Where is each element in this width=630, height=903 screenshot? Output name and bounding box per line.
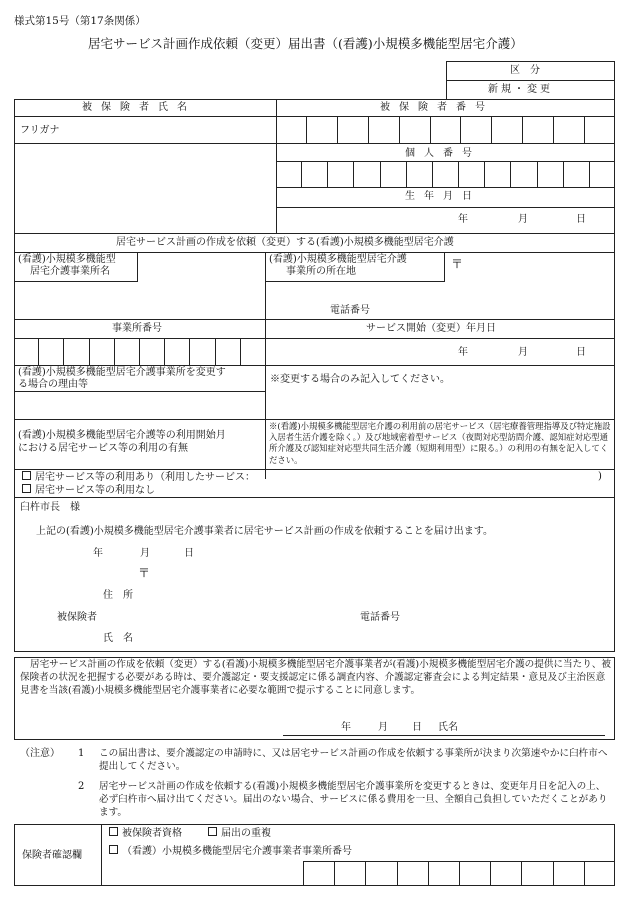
birth-year-unit: 年 xyxy=(458,214,468,225)
insured-number-cells[interactable] xyxy=(276,116,615,143)
birth-month-unit: 月 xyxy=(518,214,528,225)
declaration-statement: 上記の(看護)小規模多機能型居宅介護事業者に居宅サービス計画の作成を依頼することを届け出ます。 xyxy=(36,526,494,537)
declaration-postal-mark: 〒 xyxy=(138,566,151,580)
insurer-opt-office-number[interactable] xyxy=(109,845,352,858)
usage-yes-option[interactable] xyxy=(22,471,255,484)
birthdate-field[interactable] xyxy=(277,208,614,233)
change-reason-note: ※変更する場合のみ記入してください。 xyxy=(270,374,450,385)
postal-mark: 〒 xyxy=(451,257,464,271)
usage-label-2: における居宅サービス等の利用の有無 xyxy=(18,443,188,454)
insured-name-field[interactable] xyxy=(18,147,272,231)
usage-yes-label: 居宅サービス等の利用あり（利用したサービス： xyxy=(35,472,255,483)
duplicate-label: 届出の重複 xyxy=(221,828,271,839)
provider-section-title: 居宅サービス計画の作成を依頼（変更）する(看護)小規模多機能型居宅介護 xyxy=(116,237,454,248)
insurer-opt-duplicate[interactable] xyxy=(208,827,271,840)
qualification-label: 被保険者資格 xyxy=(122,828,182,839)
page-title: 居宅サービス計画作成依頼（変更）届出書（(看護)小規模多機能型居宅介護） xyxy=(88,36,523,51)
declaration-name-field[interactable] xyxy=(150,628,590,648)
office-name-field[interactable] xyxy=(140,254,262,318)
insured-name-label: 被保険者氏名 xyxy=(82,102,196,113)
consent-text: 居宅サービス計画の作成を依頼（変更）する(看護)小規模多機能型居宅介護事業者が(看護)小規模多機能型居宅介護の提供に当たり、被保険者の状況を把握する必要がある時は、要介護認定・要支援認定に係る調査内容、介護認定審査会による判定結果・意見及び主治医意見書を当該(看護)小規模多機能型居宅介護事業者に必要な範囲で提示することに同意します。 xyxy=(20,659,612,696)
declaration-year-unit: 年 xyxy=(93,548,103,559)
declaration-phone-label: 電話番号 xyxy=(360,612,400,623)
change-reason-label-1: (看護)小規模多機能型居宅介護事業所を変更す xyxy=(18,367,226,378)
declaration-month-unit: 月 xyxy=(140,548,150,559)
usage-no-label: 居宅サービス等の利用なし xyxy=(35,485,155,496)
insured-number-label: 被保険者番号 xyxy=(380,102,494,113)
office-number-checkbox[interactable] xyxy=(109,845,118,854)
office-address-field[interactable] xyxy=(466,254,612,298)
consent-year-unit: 年 xyxy=(341,722,351,733)
office-name-label-2: 居宅介護事業所名 xyxy=(30,266,110,277)
office-number-label: 事業所番号 xyxy=(112,323,162,334)
duplicate-checkbox[interactable] xyxy=(208,827,217,836)
note-2-number: 2 xyxy=(78,781,85,792)
office-address-label-2: 事業所の所在地 xyxy=(286,266,356,277)
insurer-check-label: 保険者確認欄 xyxy=(22,850,82,861)
change-reason-label-2: る場合の理由等 xyxy=(18,379,88,390)
consent-signature-line[interactable] xyxy=(283,735,605,736)
birth-day-unit: 日 xyxy=(576,214,586,225)
office-number-cells[interactable] xyxy=(14,338,265,365)
usage-yes-close: ) xyxy=(598,471,602,482)
office-phone-label: 電話番号 xyxy=(330,305,370,316)
office-number-option-label: （看護）小規模多機能型居宅介護事業者事業所番号 xyxy=(122,846,352,857)
personal-number-cells[interactable] xyxy=(276,161,615,187)
personal-number-label: 個人番号 xyxy=(405,148,481,159)
classification-value[interactable]: 新規・変更 xyxy=(488,84,553,95)
qualification-checkbox[interactable] xyxy=(109,827,118,836)
consent-name-label: 氏名 xyxy=(438,722,458,733)
form-number: 様式第15号（第17条関係） xyxy=(14,15,146,27)
usage-yes-checkbox[interactable] xyxy=(22,471,31,480)
consent-day-unit: 日 xyxy=(412,722,422,733)
office-address-label-1: (看護)小規模多機能型居宅介護 xyxy=(269,254,407,265)
consent-month-unit: 月 xyxy=(378,722,388,733)
declaration-address-field[interactable] xyxy=(150,566,590,606)
change-reason-field[interactable] xyxy=(18,393,262,417)
insurer-office-number-cells[interactable] xyxy=(303,861,615,886)
furigana-label: フリガナ xyxy=(20,125,60,136)
declaration-name-label: 氏 名 xyxy=(103,633,133,644)
addressee: 臼杵市長 様 xyxy=(20,502,80,513)
start-year-unit: 年 xyxy=(458,347,468,358)
note-2-text: 居宅サービス計画の作成を依頼する(看護)小規模多機能型居宅介護事業所を変更するときは、変更年月日を記入の上、必ず臼杵市へ届け出てください。届出のない場合、サービスに係る費用を一旦、全額自己負担していただくことがあります。 xyxy=(99,781,608,818)
note-1-text: この届出書は、要介護認定の申請時に、又は居宅サービス計画の作成を依頼する事業所が決まり次第速やかに臼杵市へ提出してください。 xyxy=(99,748,608,772)
service-start-field[interactable] xyxy=(266,339,614,364)
insured-label: 被保険者 xyxy=(57,612,97,623)
birthdate-label: 生年月日 xyxy=(405,191,481,202)
notes-label: （注意） xyxy=(20,748,60,759)
insurer-opt-qualification[interactable] xyxy=(109,827,182,840)
usage-note: ※(看護)小規模多機能型居宅介護の利用前の居宅サービス（居宅療養管理指導及び特定施設入居者生活介護を除く。）及び地域密着型サービス（夜間対応型訪問介護、認知症対応型通所介護及び認知症対応型共同生活介護（短期利用型）に限る。）の利用の有無を記入してください。 xyxy=(269,421,611,465)
start-day-unit: 日 xyxy=(576,347,586,358)
declaration-day-unit: 日 xyxy=(184,548,194,559)
usage-no-option[interactable] xyxy=(22,484,155,497)
start-month-unit: 月 xyxy=(518,347,528,358)
note-1-number: 1 xyxy=(78,748,85,759)
office-name-label-1: (看護)小規模多機能型 xyxy=(18,254,116,265)
classification-label: 区 分 xyxy=(510,65,540,76)
usage-no-checkbox[interactable] xyxy=(22,484,31,493)
address-label: 住 所 xyxy=(103,590,133,601)
usage-label-1: (看護)小規模多機能型居宅介護等の利用開始月 xyxy=(18,430,226,441)
service-start-label: サービス開始（変更）年月日 xyxy=(366,323,496,334)
